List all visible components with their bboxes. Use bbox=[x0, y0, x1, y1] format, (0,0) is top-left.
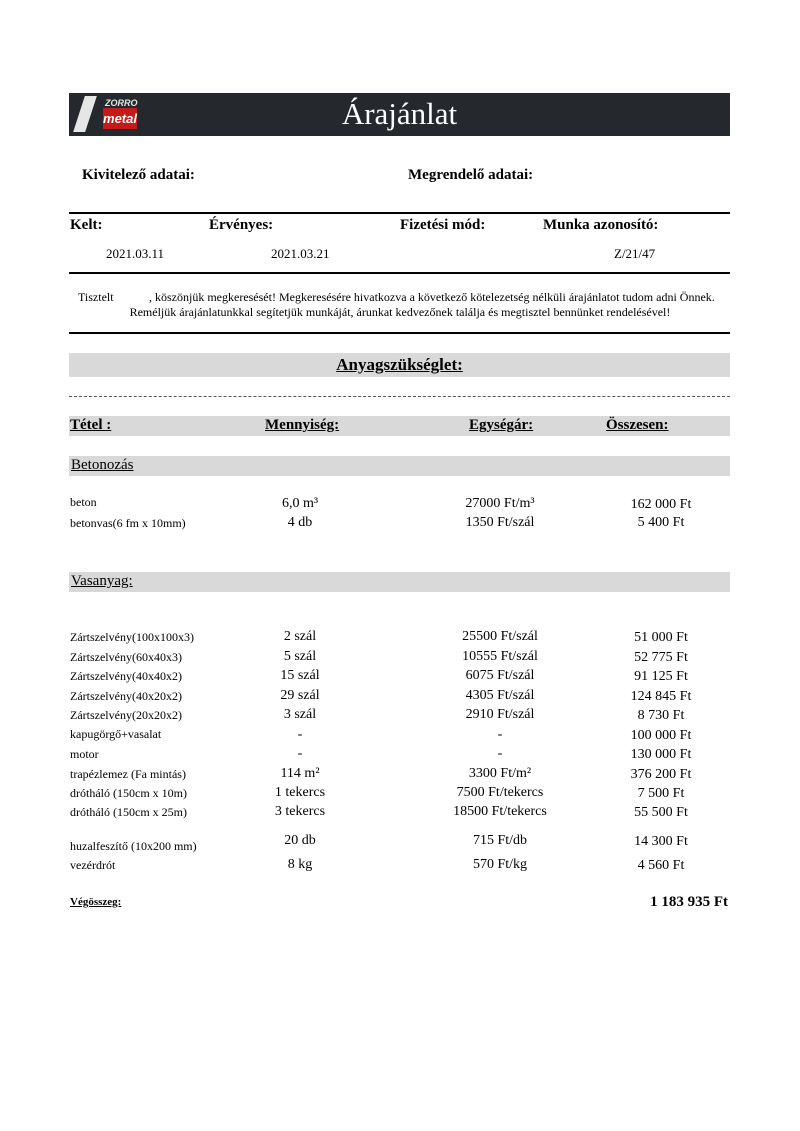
row-total: 124 845 Ft bbox=[630, 689, 692, 704]
row-total: 162 000 Ft bbox=[630, 497, 692, 512]
valid-label: Érvényes: bbox=[209, 217, 274, 233]
row-unit-price: 18500 Ft/tekercs bbox=[453, 804, 547, 819]
row-total: 100 000 Ft bbox=[630, 728, 692, 743]
grand-total-value: 1 183 935 Ft bbox=[650, 894, 728, 910]
intro-salutation: Tisztelt bbox=[78, 290, 114, 304]
row-item: huzalfeszítő (10x200 mm) bbox=[70, 839, 197, 853]
row-quantity: 3 tekercs bbox=[274, 804, 326, 819]
column-total: Összesen: bbox=[606, 417, 669, 433]
section-band-betonozas bbox=[69, 456, 730, 476]
row-quantity: 6,0 m³ bbox=[281, 496, 319, 511]
row-item: motor bbox=[70, 747, 99, 761]
grand-total-label: Végösszeg: bbox=[70, 896, 122, 908]
document-title: Árajánlat bbox=[341, 96, 458, 131]
payment-label: Fizetési mód: bbox=[400, 217, 486, 233]
date-value: 2021.03.11 bbox=[106, 246, 165, 261]
row-unit-price: 25500 Ft/szál bbox=[462, 629, 538, 644]
date-label: Kelt: bbox=[70, 217, 103, 233]
row-total: 52 775 Ft bbox=[634, 650, 688, 665]
meta-top-rule bbox=[69, 212, 730, 214]
section-title-vasanyag: Vasanyag: bbox=[71, 573, 133, 589]
header-bar bbox=[69, 93, 730, 136]
row-item: Zártszelvény(20x20x2) bbox=[70, 708, 182, 722]
row-unit-price: 2910 Ft/szál bbox=[465, 707, 535, 722]
row-total: 130 000 Ft bbox=[630, 747, 692, 762]
contractor-label: Kivitelező adatai: bbox=[82, 167, 195, 183]
dashed-separator bbox=[69, 396, 730, 397]
row-unit-price: 6075 Ft/szál bbox=[465, 668, 535, 683]
materials-title: Anyagszükséglet: bbox=[336, 355, 463, 374]
row-quantity: 2 szál bbox=[283, 629, 317, 644]
row-unit-price: 10555 Ft/szál bbox=[462, 649, 538, 664]
row-total: 51 000 Ft bbox=[634, 630, 688, 645]
row-item: drótháló (150cm x 25m) bbox=[70, 805, 187, 819]
job-id-value: Z/21/47 bbox=[614, 246, 656, 261]
row-quantity: 8 kg bbox=[287, 857, 313, 872]
row-item: trapézlemez (Fa mintás) bbox=[70, 767, 186, 781]
row-item: kapugörgő+vasalat bbox=[70, 727, 162, 741]
valid-value: 2021.03.21 bbox=[271, 246, 330, 261]
row-item: Zártszelvény(100x100x3) bbox=[70, 630, 194, 644]
row-item: Zártszelvény(40x40x2) bbox=[70, 669, 182, 683]
row-unit-price: - bbox=[497, 727, 503, 742]
row-quantity: 15 szál bbox=[280, 668, 320, 683]
section-title-betonozas: Betonozás bbox=[71, 457, 134, 473]
intro-line-2: Reméljük árajánlatunkkal segítetjük munkáját, árunkat kedvezőnek találja és megtisztel bennünket rendelésével! bbox=[129, 305, 671, 319]
row-unit-price: 27000 Ft/m³ bbox=[465, 496, 535, 511]
intro-line-1: , köszönjük megkeresését! Megkeresésére hivatkozva a következő kötelezetség nélküli árajánlatot tudom adni Önnek. bbox=[149, 290, 715, 304]
row-item: vezérdrót bbox=[70, 858, 116, 872]
row-item: beton bbox=[70, 495, 97, 509]
column-quantity: Mennyiség: bbox=[265, 417, 340, 433]
row-unit-price: 7500 Ft/tekercs bbox=[456, 785, 544, 800]
row-item: Zártszelvény(40x20x2) bbox=[70, 689, 182, 703]
row-quantity: 5 szál bbox=[283, 649, 317, 664]
job-id-label: Munka azonosító: bbox=[543, 217, 659, 233]
column-unit-price: Egységár: bbox=[469, 417, 534, 433]
row-unit-price: 1350 Ft/szál bbox=[465, 515, 535, 530]
row-unit-price: 570 Ft/kg bbox=[472, 857, 528, 872]
row-quantity: 4 db bbox=[287, 515, 313, 530]
row-quantity: 29 szál bbox=[280, 688, 320, 703]
row-unit-price: 4305 Ft/szál bbox=[465, 688, 535, 703]
row-unit-price: 3300 Ft/m² bbox=[468, 766, 532, 781]
row-quantity: 3 szál bbox=[283, 707, 317, 722]
row-total: 8 730 Ft bbox=[637, 708, 685, 723]
row-item: Zártszelvény(60x40x3) bbox=[70, 650, 182, 664]
column-item: Tétel : bbox=[70, 417, 112, 433]
intro-bottom-rule bbox=[69, 332, 730, 334]
row-quantity: - bbox=[297, 746, 303, 761]
row-total: 4 560 Ft bbox=[637, 858, 685, 873]
row-unit-price: - bbox=[497, 746, 503, 761]
section-band-vasanyag bbox=[69, 572, 730, 592]
meta-bottom-rule bbox=[69, 272, 730, 274]
logo-text-top: ZORRO bbox=[105, 98, 138, 108]
row-item: betonvas(6 fm x 10mm) bbox=[70, 516, 186, 530]
row-quantity: 114 m² bbox=[280, 766, 320, 781]
customer-label: Megrendelő adatai: bbox=[408, 167, 534, 183]
row-quantity: 20 db bbox=[284, 833, 316, 848]
row-quantity: - bbox=[297, 727, 303, 742]
row-total: 14 300 Ft bbox=[634, 834, 688, 849]
row-total: 55 500 Ft bbox=[634, 805, 688, 820]
row-total: 5 400 Ft bbox=[637, 515, 685, 530]
logo-text-bottom: metal bbox=[103, 108, 137, 129]
row-item: drótháló (150cm x 10m) bbox=[70, 786, 187, 800]
row-total: 376 200 Ft bbox=[630, 767, 692, 782]
row-total: 7 500 Ft bbox=[637, 786, 685, 801]
row-unit-price: 715 Ft/db bbox=[472, 833, 528, 848]
row-total: 91 125 Ft bbox=[634, 669, 688, 684]
row-quantity: 1 tekercs bbox=[274, 785, 326, 800]
